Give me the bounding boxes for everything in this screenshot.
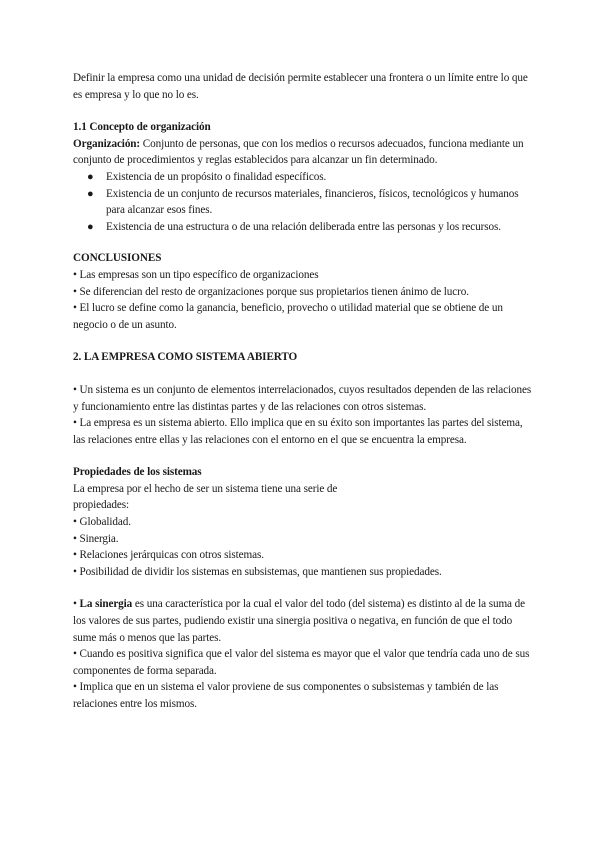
sinergia-item: • Cuando es positiva significa que el valor del sistema es mayor que el valor que tendría cada uno de sus componentes de forma separada. <box>73 648 530 677</box>
conclusiones-item: • Se diferencian del resto de organizaciones porque sus propietarios tienen ánimo de lucro. <box>73 285 469 298</box>
section-2-heading: 2. LA EMPRESA COMO SISTEMA ABIERTO <box>73 351 298 364</box>
conclusiones-item: • Las empresas son un tipo específico de organizaciones <box>73 268 319 281</box>
bullet-icon: ● <box>87 170 94 183</box>
propiedades-intro-line: La empresa por el hecho de ser un sistema tiene una serie de <box>73 482 338 495</box>
sistema-paragraph: • La empresa es un sistema abierto. Ello implica que en su éxito son importantes las partes del sistema, las relaciones entre ellas y las relaciones con el entorno en el que se encuentra la empresa. <box>73 417 523 446</box>
list-item: ● Existencia de un conjunto de recursos materiales, financieros, físicos, tecnológicos y humanos para alcanzar esos fines. <box>87 187 519 217</box>
propiedades-item: • Posibilidad de dividir los sistemas en subsistemas, que mantienen sus propiedades. <box>73 565 442 578</box>
section-1-1-heading: 1.1 Concepto de organización <box>73 121 211 134</box>
organizacion-term: Organización: <box>73 137 141 150</box>
propiedades-intro-line: propiedades: <box>73 499 129 512</box>
document-content <box>73 70 533 713</box>
propiedades-item: • Sinergia. <box>73 532 119 545</box>
propiedades-heading: Propiedades de los sistemas <box>73 466 202 479</box>
propiedades-item: • Globalidad. <box>73 516 131 529</box>
list-item: ● Existencia de una estructura o de una relación deliberada entre las personas y los recursos. <box>73 219 533 236</box>
sinergia-term: La sinergia <box>79 598 133 611</box>
propiedades-item: • Relaciones jerárquicas con otros sistemas. <box>73 549 264 562</box>
sinergia-item: • Implica que en un sistema el valor proviene de sus componentes o subsistemas y también de las relaciones entre los mismos. <box>73 681 499 710</box>
sistema-paragraph: • Un sistema es un conjunto de elementos interrelacionados, cuyos resultados dependen de las relaciones y funcionamiento entre las distintas partes y de las relaciones con otros sistemas. <box>73 383 532 413</box>
conclusiones-item: • El lucro se define como la ganancia, beneficio, provecho o utilidad material que se obtiene de un negocio o de un asunto. <box>73 302 503 331</box>
bullet-icon: ● <box>87 220 94 233</box>
intro-paragraph: Definir la empresa como una unidad de decisión permite establecer una frontera o un límite entre lo que es empresa y lo que no lo es. <box>73 72 528 101</box>
organizacion-bullet-list <box>73 169 533 235</box>
organizacion-definition-text: Conjunto de personas, que con los medios o recursos adecuados, funciona mediante un conjunto de procedimientos y reglas establecidos para alcanzar un fin determinado. <box>73 137 524 167</box>
sinergia-paragraph: • La sinergia es una característica por la cual el valor del todo (del sistema) es distinto al de la suma de los valores de sus partes, pudiendo existir una sinergia positiva o negativa, en función de que el todo sume más o menos que las partes. <box>73 598 525 644</box>
conclusiones-heading: CONCLUSIONES <box>73 252 162 265</box>
organizacion-definition <box>73 136 533 169</box>
bullet-icon: ● <box>87 187 94 200</box>
list-item: ● Existencia de un propósito o finalidad específicos. <box>73 169 533 186</box>
